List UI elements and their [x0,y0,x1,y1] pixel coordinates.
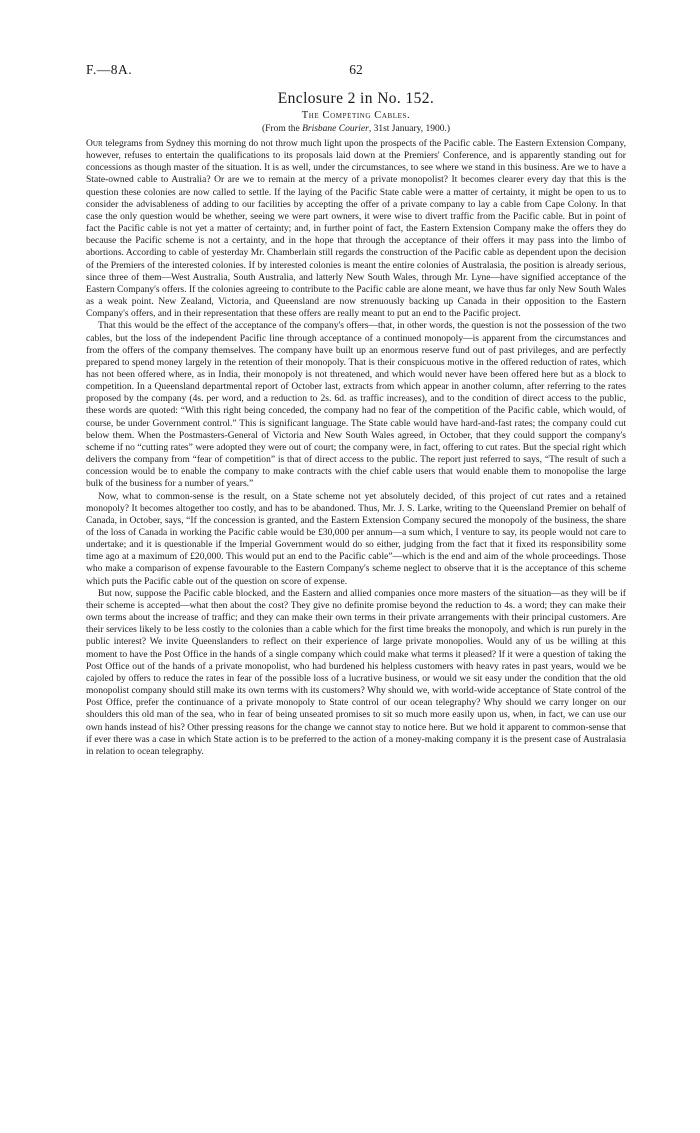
article-subtitle: The Competing Cables. [301,110,411,121]
page-number: 62 [349,62,363,77]
paragraph: That this would be the effect of the acceptance of the company's offers—that, in other words, the question is not the possession of the two cables, but the loss of the independent Pacific line through acceptance of a continued monopoly—is apparent from the circumstances and from the offers of the company themselves. The company have built up an enormous reserve fund out of past privileges, and are perfectly prepared to spend money largely in the retention of their monopoly. That is their conspicuous motive in the offered reduction of rates, which has not been offered where, as in India, their monopoly is not threatened, and which would never have been offered here but as a block to competition. In a Queensland departmental report of October last, extracts from which appear in another column, after referring to the rates proposed by the company (4s. per word, and a reduction to 2s. 6d. as traffic increases), and to the condition of direct access to the public, these words are quoted: “With this right being conceded, the company had no fear of the competition of the Pacific cable, which would, of course, be under Government control.” This is significant language. The State cable would have hard-and-fast rates; the company could cut below them. When the Postmasters-General of Victoria and New South Wales agreed, in October, that they could support the company's scheme if no “cutting rates” were adopted they were out of court; the company were, in fact, offering to cut rates. But the special right which delivers the company from “fear of competition” is that of direct access to the public. The report just referred to says, “The result of such a concession would be to enable the company to make contracts with the chief cable users that would enable them to monopolise the large bulk of the business for a number of years.” [86,320,626,490]
paragraph [86,138,626,320]
article-body [86,138,626,758]
enclosure-title: Enclosure 2 in No. 152. [277,90,435,107]
article-source [86,124,626,134]
page-header [86,62,626,80]
source-suffix: , 31st January, 1900.) [368,124,451,134]
source-prefix: (From the [261,124,303,134]
source-newspaper: Brisbane Courier [302,124,369,134]
paragraph: Now, what to common-sense is the result, on a State scheme not yet absolutely decided, of this project of cut rates and a retained monopoly? It becomes altogether too costly, and has to be abandoned. Thus, Mr. J. S. Larke, writing to the Queensland Premier on behalf of Canada, in October, says, “If the concession is granted, and the Eastern Extension Company secured the monopoly of the business, the share of the loss of Canada in working the Pacific cable would be £30,000 per annum—a sum which, I venture to say, its people would not care to undertake; and it is questionable if the Imperial Government would do so either, judging from the fact that it fixed its responsibility some time ago at a maximum of £20,000. This would put an end to the Pacific cable”—which is the end and aim of the whole proceedings. Those who make a comparison of expense favourable to the Eastern Company's scheme neglect to observe that it is the acceptance of this scheme which puts the Pacific cable out of the question on score of expense. [86,490,626,587]
paragraph-text: telegrams from Sydney this morning do not throw much light upon the prospects of the Pacific cable. The Eastern Extension Company, however, refuses to entertain the qualifications to its proposals laid down at the Premiers' Conference, and is apparently standing out for concessions as though master of the situation. It is as well, under the circumstances, to see where we stand in this business. Are we to have a State-owned cable to Australia? Or are we to remain at the mercy of a private monopolist? It becomes clearer every day that this is the question these colonies are now called to settle. If the laying of the Pacific State cable were a matter of certainty, it might be open to us to consider the advisableness of adding to our facilities by accepting the offer of a private company to lay a cable from Cape Colony. In that case the only question would be whether, seeing we were part owners, it were wise to divert traffic from the Pacific cable. But in point of fact the Pacific cable is not yet a matter of certainty; and, in further point of fact, the Eastern Extension Company make the offers they do because the Pacific scheme is not a certainty, and in the hope that through the acceptance of their offers it may pass into the limbo of abortions. According to cable of yesterday Mr. Chamberlain still regards the construction of the Pacific cable as dependent upon the decision of the Premiers of the interested colonies. If by interested colonies is meant the entire colonies of Australasia, the position is already serious, since three of them—West Australia, South Australia, and latterly New South Wales, through Mr. Lyne—have signified acceptance of the Eastern Company's offers. If the colonies agreeing to contribute to the Pacific cable are alone meant, we have thus far only New South Wales as a weak point. New Zealand, Victoria, and Queensland are now strenuously backing up Canada in their opposition to the Eastern Company's offers, and in their representation that these offers are really meant to put an end to the Pacific project. [86,138,626,320]
paragraph-lead-word: Our [86,138,103,149]
paper-reference: F.—8A. [86,62,133,77]
paragraph: But now, suppose the Pacific cable blocked, and the Eastern and allied companies once more masters of the situation—as they will be if their scheme is accepted—what then about the cost? They give no definite promise beyond the reduction to 4s. a word; they can make their own terms about the increase of traffic; and they can make their own terms in their private arrangements with their principal customers. Are their services likely to be less costly to the colonies than a cable which for the first time breaks the monopoly, and which is run purely in the public interest? We invite Queenslanders to reflect on their experience of large private monopolies. Would any of us be willing at this moment to have the Post Office in the hands of a single company which could make what terms it pleased? If it were a question of taking the Post Office out of the hands of a private monopolist, who had burdened his helpless customers with heavy rates in past years, would we be cajoled by offers to reduce the rates in fear of the possible loss of a lucrative business, or would we sit easy under the condition that the old monopolist company should still make its own terms with its customers? Why should we, with world-wide acceptance of State control of the Post Office, prefer the continuance of a private monopoly to State control of our ocean telegraphy? Why should we carry longer on our shoulders this old man of the sea, who in fear of being unseated promises to sit so much more easily upon us, when, in fact, we can use our own hands instead of his? Other pressing reasons for the change we cannot stay to notice here. But we hold it apparent to common-sense that if ever there was a case in which State action is to be preferred to the action of a money-making company it is the present case of Australasia in relation to ocean telegraphy. [86,587,626,757]
